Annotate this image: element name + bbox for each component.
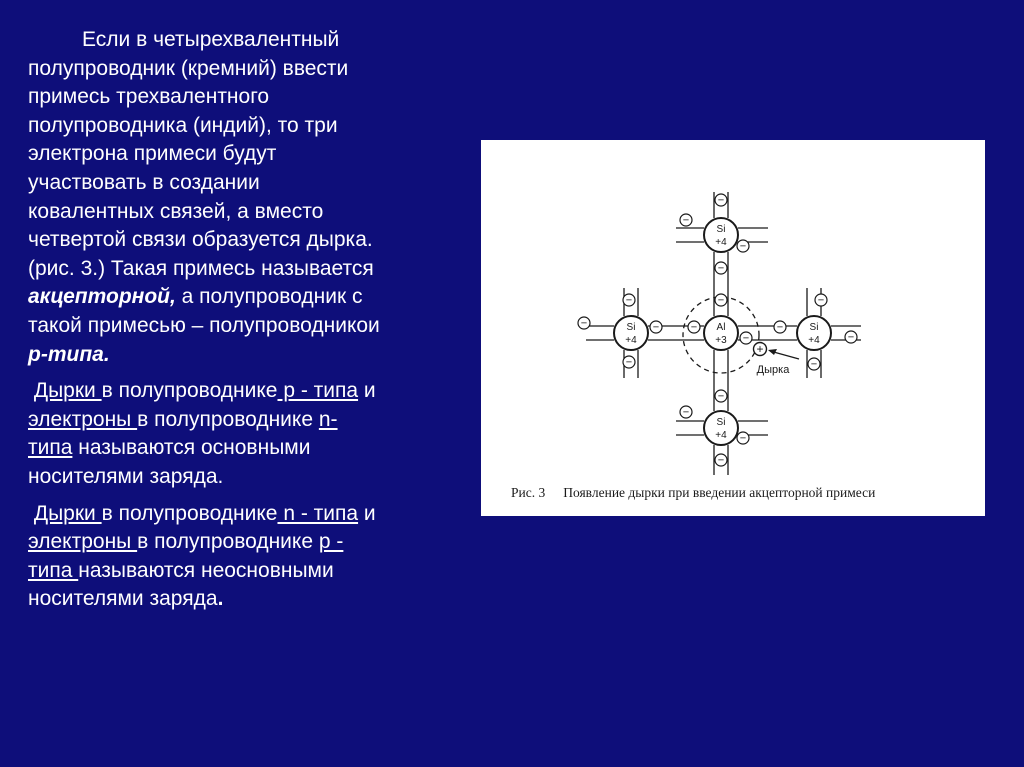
- electron-sign: −: [847, 331, 855, 344]
- text-span: и: [358, 379, 376, 403]
- underlined-term-electrons: электроны: [28, 530, 138, 554]
- electron-sign: −: [652, 321, 660, 334]
- paragraph-majority-carriers: [28, 377, 468, 491]
- electron-sign: −: [717, 454, 725, 467]
- electron-sign: −: [739, 432, 747, 445]
- electron-sign: −: [682, 406, 690, 419]
- text-span: называются основными: [72, 436, 311, 460]
- atom-symbol-bottom: Si: [716, 417, 726, 428]
- atom-charge-center: +3: [715, 335, 727, 346]
- electron-sign: −: [810, 358, 818, 371]
- text-line: Если в четырехвалентный: [82, 28, 340, 51]
- electron-sign: −: [625, 356, 633, 369]
- text-span: в полупроводнике: [101, 501, 278, 525]
- underlined-term-holes: Дырки: [33, 379, 102, 403]
- caption-number: Рис. 3: [511, 485, 546, 500]
- underlined-term-electrons: электроны: [28, 407, 138, 431]
- paragraph-acceptor: [28, 26, 468, 369]
- underlined-term-type: типа: [28, 558, 79, 582]
- atom-symbol-right: Si: [809, 322, 819, 333]
- atom-charge-bottom: +4: [715, 430, 727, 441]
- atom-charge-left: +4: [625, 335, 637, 346]
- text-span: называются неосновными: [78, 558, 334, 582]
- text-span: в полупроводнике: [101, 379, 278, 403]
- text-span: в полупроводнике: [137, 530, 319, 554]
- text-span: носителями заряда.: [28, 464, 224, 488]
- paragraph-minority-carriers: [28, 500, 468, 614]
- underlined-term-p-type: p -: [318, 530, 344, 554]
- underlined-term-holes: Дырки: [33, 501, 102, 525]
- atom-charge-right: +4: [808, 335, 820, 346]
- caption-text: Появление дырки при введении акцепторной примеси: [563, 485, 876, 500]
- electron-sign: −: [625, 294, 633, 307]
- text-span: и: [358, 501, 376, 525]
- electron-sign: −: [717, 194, 725, 207]
- hole-label: Дырка: [756, 364, 790, 376]
- electron-sign: −: [817, 294, 825, 307]
- electron-sign: −: [682, 214, 690, 227]
- figure-caption: [511, 485, 981, 501]
- text-line: такой примесью – полупроводникои: [28, 313, 380, 337]
- text-span: в полупроводнике: [137, 407, 319, 431]
- lattice-diagram: [481, 140, 985, 516]
- electron-sign: −: [742, 332, 750, 345]
- electron-sign: −: [717, 294, 725, 307]
- body-text: [28, 26, 468, 614]
- figure-lattice: [481, 140, 985, 516]
- text-span: .: [217, 587, 224, 611]
- text-line: ковалентных связей, а вместо: [28, 199, 324, 223]
- electron-sign: −: [580, 317, 588, 330]
- term-acceptor: акцепторной,: [28, 285, 176, 309]
- electron-sign: −: [717, 390, 725, 403]
- text-span: носителями заряда: [28, 587, 218, 611]
- electron-sign: −: [717, 262, 725, 275]
- hole-sign: +: [756, 342, 764, 356]
- electron-sign: −: [739, 240, 747, 253]
- atom-symbol-left: Si: [626, 322, 636, 333]
- atom-charge-top: +4: [715, 237, 727, 248]
- underlined-term-p-type: p - типа: [277, 379, 359, 403]
- text-line: электрона примеси будут: [28, 142, 277, 166]
- electron-sign: −: [776, 321, 784, 334]
- underlined-term-n-type: n - типа: [277, 501, 359, 525]
- text-line: а полупроводник с: [175, 285, 363, 309]
- term-p-type: p-типа.: [28, 342, 110, 366]
- text-line: четвертой связи образуется дырка.: [28, 228, 373, 252]
- atom-symbol-top: Si: [716, 224, 726, 235]
- electron-sign: −: [690, 321, 698, 334]
- text-line: полупроводника (индий), то три: [28, 113, 338, 137]
- text-line: участвовать в создании: [28, 170, 260, 194]
- text-line: примесь трехвалентного: [28, 85, 270, 109]
- underlined-term-n-type: n-: [318, 407, 338, 431]
- text-line: полупроводник (кремний) ввести: [28, 56, 349, 80]
- atom-symbol-center: Al: [716, 322, 726, 333]
- text-line: (рис. 3.) Такая примесь называется: [28, 256, 374, 280]
- underlined-term-type: типа: [28, 436, 73, 460]
